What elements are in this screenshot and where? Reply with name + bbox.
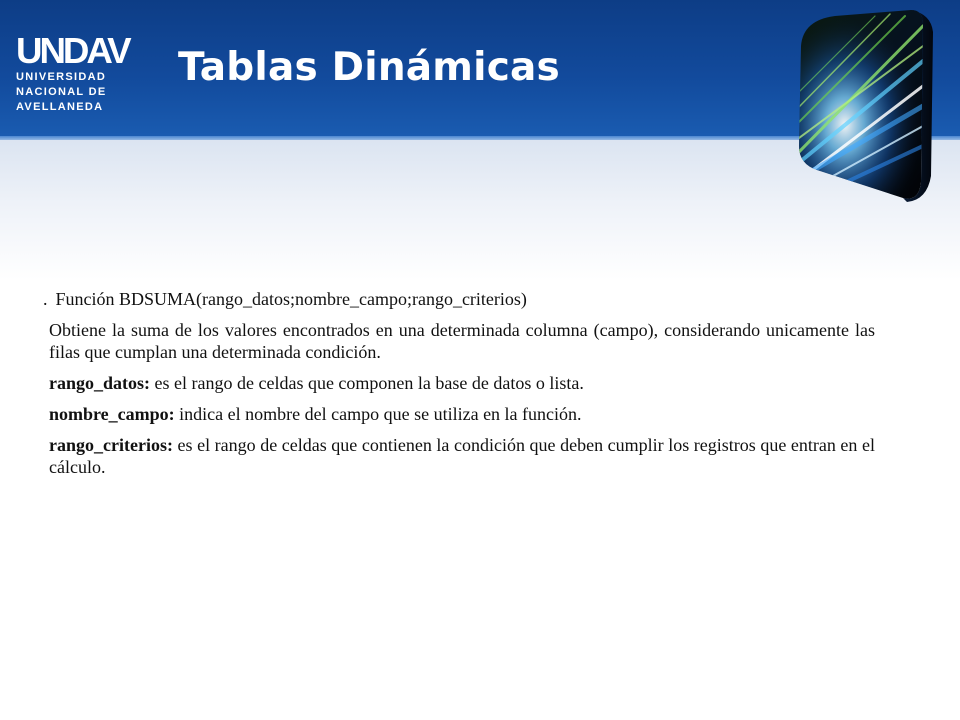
param-text: indica el nombre del campo que se utiliza en la función. (174, 404, 582, 424)
param-rango-datos (49, 372, 875, 394)
param-text: es el rango de celdas que contienen la condición que deben cumplir los registros que entran en el cálculo. (49, 435, 875, 477)
param-rango-criterios (49, 434, 875, 478)
slide-body (43, 288, 875, 478)
param-nombre-campo (49, 403, 875, 425)
param-term: rango_datos: (49, 373, 151, 393)
param-term: nombre_campo: (49, 404, 175, 424)
function-description: Obtiene la suma de los valores encontrados en una determinada columna (campo), considerando unicamente las filas que cumplan una determinada condición. (49, 320, 875, 362)
logo-mark: UNDAV (16, 30, 129, 71)
logo-line-2: NACIONAL DE (16, 86, 107, 98)
param-text: es el rango de celdas que componen la base de datos o lista. (150, 373, 584, 393)
function-signature: Función BDSUMA(rango_datos;nombre_campo;rango_criterios) (55, 289, 527, 309)
light-streak-cube-icon (795, 6, 937, 204)
function-heading (43, 288, 875, 310)
page-title: Tablas Dinámicas (178, 45, 560, 90)
param-term: rango_criterios: (49, 435, 173, 455)
bullet-mark: . (43, 289, 48, 309)
university-logo (16, 30, 129, 114)
logo-line-3: AVELLANEDA (16, 101, 104, 113)
logo-line-1: UNIVERSIDAD (16, 71, 107, 83)
